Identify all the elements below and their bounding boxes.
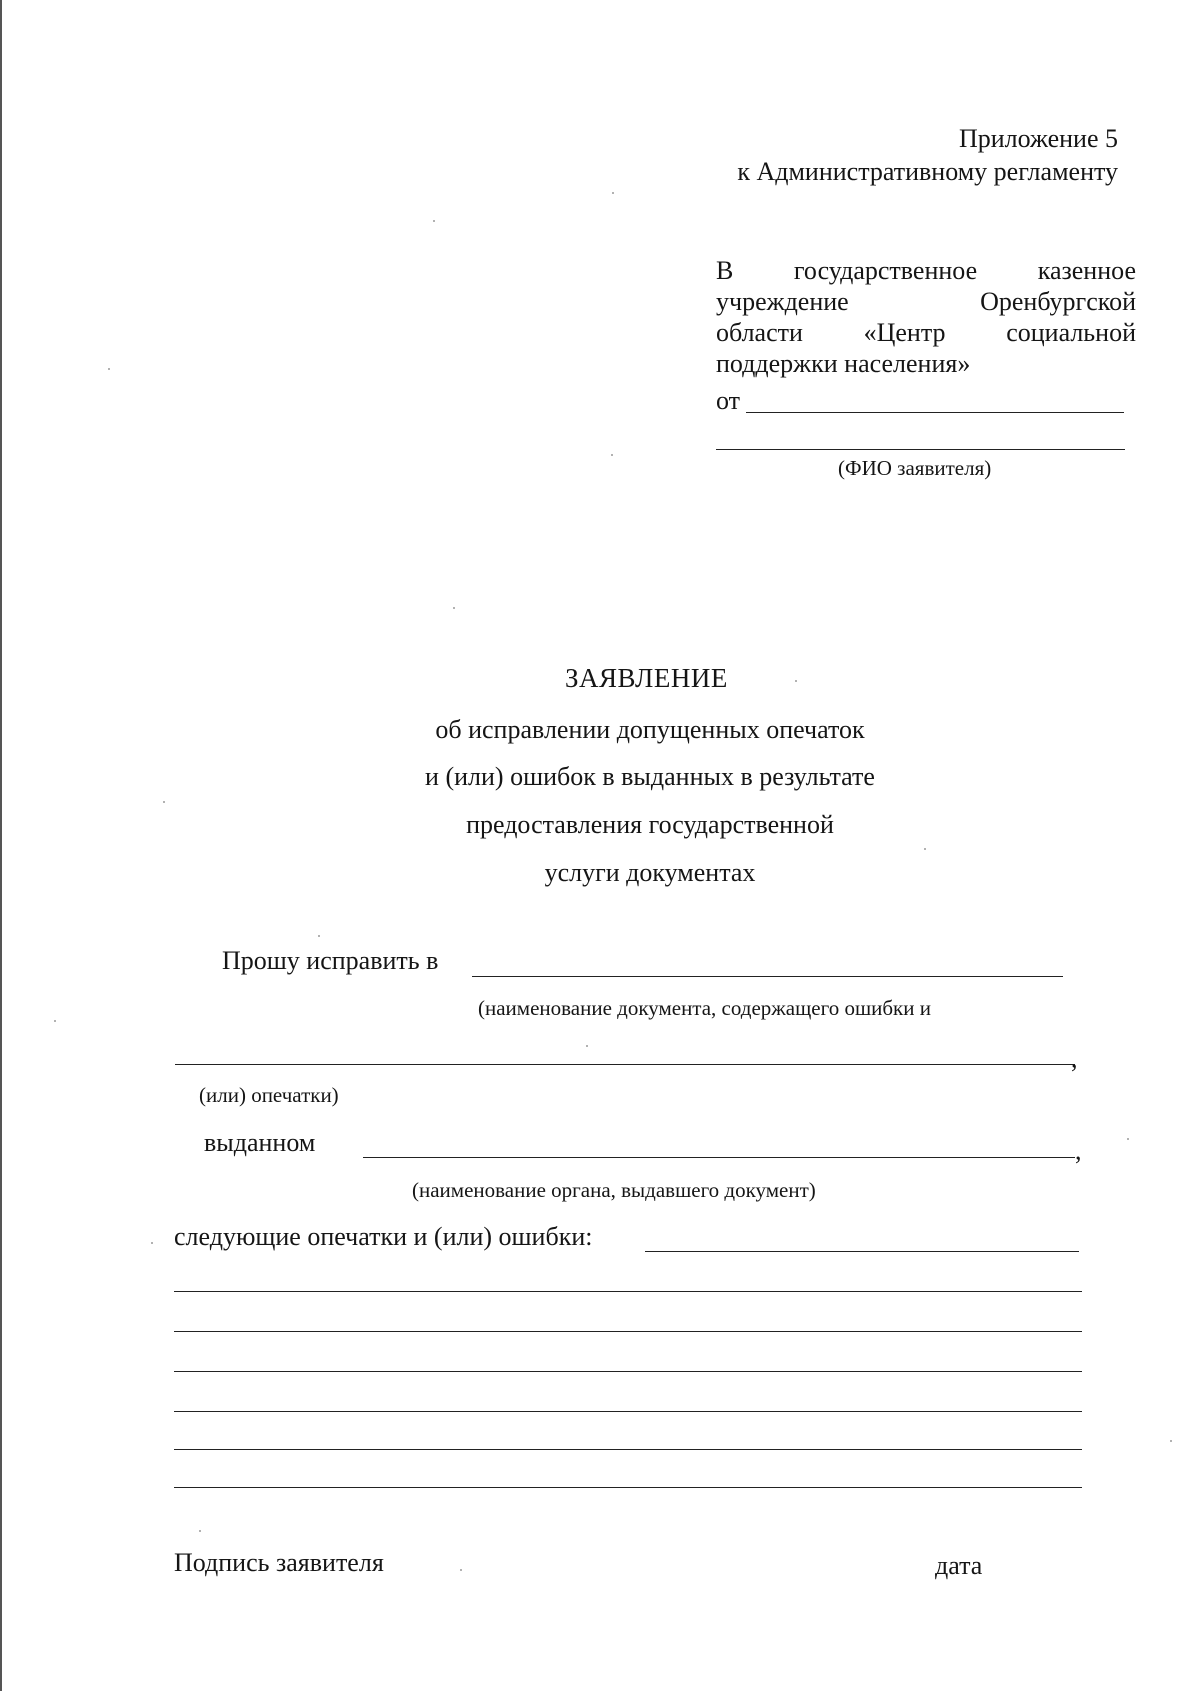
date-label: дата — [935, 1551, 983, 1580]
subtitle-line-1: об исправлении допущенных опечаток — [435, 715, 865, 744]
scan-speck — [612, 192, 614, 194]
appendix-number: Приложение 5 — [958, 124, 1118, 153]
errors-field-4[interactable] — [174, 1371, 1082, 1372]
errors-field-5[interactable] — [174, 1411, 1082, 1412]
applicant-name-field-1[interactable] — [746, 412, 1124, 413]
signature-label: Подпись заявителя — [174, 1548, 384, 1577]
scan-speck — [163, 801, 165, 803]
scan-speck — [924, 848, 926, 850]
issuer-field[interactable] — [363, 1157, 1075, 1158]
scan-speck — [460, 1569, 462, 1571]
scan-speck — [611, 454, 613, 456]
errors-field-1[interactable] — [645, 1251, 1079, 1252]
applicant-name-field-2[interactable] — [716, 449, 1125, 450]
fio-caption: (ФИО заявителя) — [838, 456, 992, 480]
errors-field-3[interactable] — [174, 1331, 1082, 1332]
scan-speck — [108, 368, 110, 370]
errors-field-7[interactable] — [174, 1487, 1082, 1488]
errors-field-2[interactable] — [174, 1291, 1082, 1292]
scan-speck — [453, 607, 455, 609]
addressee-line-1: В государственное казенное — [716, 256, 1136, 285]
addressee-line-3: области «Центр социальной — [716, 318, 1136, 347]
issuer-caption: (наименование органа, выдавшего документ) — [412, 1178, 816, 1202]
appendix-reference: к Административному регламенту — [737, 157, 1118, 186]
subtitle-line-4: услуги документах — [544, 858, 756, 887]
scan-speck — [433, 220, 435, 222]
issued-label: выданном — [204, 1128, 316, 1157]
scan-speck — [795, 680, 797, 682]
document-caption: (наименование документа, содержащего ошибки и — [478, 996, 931, 1020]
errors-label: следующие опечатки и (или) ошибки: — [174, 1222, 593, 1251]
scan-speck — [54, 1020, 56, 1022]
request-label: Прошу исправить в — [222, 946, 439, 975]
scan-speck — [1127, 1138, 1129, 1140]
scan-speck — [586, 1045, 588, 1047]
scan-speck — [1170, 1440, 1172, 1442]
addressee-line-4: поддержки населения» — [716, 349, 971, 378]
document-title: ЗАЯВЛЕНИЕ — [565, 663, 728, 693]
subtitle-line-2: и (или) ошибок в выданных в результате — [425, 762, 875, 791]
addressee-block — [716, 255, 1136, 379]
scan-edge — [0, 0, 2, 1691]
document-name-field[interactable] — [472, 976, 1063, 977]
document-caption-cont: (или) опечатки) — [199, 1083, 339, 1107]
document-name-field-cont[interactable] — [175, 1064, 1075, 1065]
scan-speck — [151, 1242, 153, 1244]
errors-field-6[interactable] — [174, 1449, 1082, 1450]
comma-2: , — [1075, 1136, 1082, 1165]
scan-speck — [318, 935, 320, 937]
scan-speck — [199, 1530, 201, 1532]
comma-1: , — [1071, 1044, 1078, 1073]
from-label: от — [716, 386, 741, 415]
addressee-line-2: учреждение Оренбургской — [716, 287, 1136, 316]
subtitle-line-3: предоставления государственной — [466, 810, 834, 839]
